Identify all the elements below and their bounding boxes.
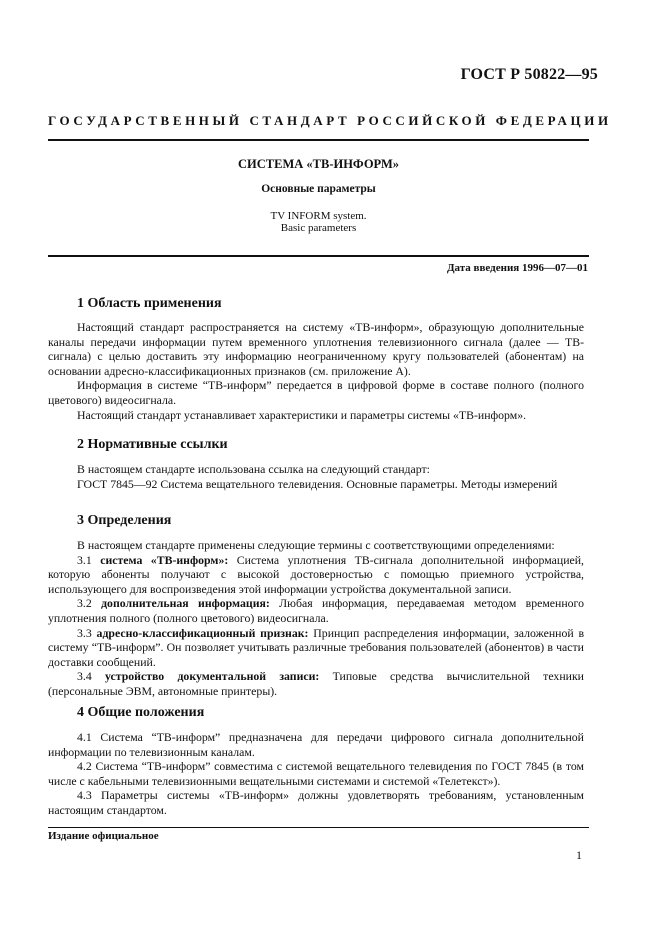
english-title xyxy=(48,210,589,234)
section-1-body xyxy=(48,320,584,422)
section-4-paragraph-1: 4.1 Система “ТВ-информ” предназначена для передачи цифрового сигнала дополнительной информации по телевизионным каналам. xyxy=(48,730,584,759)
section-2-heading: 2 Нормативные ссылки xyxy=(77,437,228,452)
document-subtitle: Основные параметры xyxy=(261,183,376,195)
section-4-heading: 4 Общие положения xyxy=(77,705,205,720)
definition-number: 3.2 xyxy=(77,596,92,611)
section-3-heading: 3 Определения xyxy=(77,513,172,528)
state-standard-title: ГОСУДАРСТВЕННЫЙ СТАНДАРТ РОССИЙСКОЙ ФЕДЕРАЦИИ xyxy=(48,113,612,128)
definition-text: Типовые средства вычислительной техники (персональные ЭВМ, автономные принтеры). xyxy=(48,669,584,698)
definition-term: адресно-классификационный признак: xyxy=(96,625,309,640)
section-1-paragraph-2: Информация в системе “ТВ-информ” передается в цифровой форме в составе полного (полного цветового) видеосигнала. xyxy=(48,378,584,407)
introduction-date: Дата введения 1996—07—01 xyxy=(446,262,588,274)
definition-3-3 xyxy=(48,626,584,670)
english-title-line-1: TV INFORM system. xyxy=(270,210,367,222)
section-2-reference: ГОСТ 7845—92 Система вещательного телевидения. Основные параметры. Методы измерений xyxy=(77,476,558,491)
definition-3-2 xyxy=(48,596,584,625)
section-4-paragraph-2: 4.2 Система “ТВ-информ” совместима с системой вещательного телевидения по ГОСТ 7845 (в том числе с кабельными телевизионными вещательными системами и системой «Телетекст»). xyxy=(48,759,584,788)
definition-text: Любая информация, передаваемая методом временного уплотнения полного (полного цветового) видеосигнала. xyxy=(48,596,585,625)
definition-text: Система уплотнения ТВ-сигнала дополнительной информацией, которую абоненты получают с высокой достоверностью с помощью приемного устройства, использующего для воспроизведения этой информации устройства документальной записи. xyxy=(48,552,585,596)
definition-term: система «ТВ-информ»: xyxy=(100,552,229,567)
section-2-body xyxy=(48,462,584,491)
section-2-paragraph-1: В настоящем стандарте использована ссылка на следующий стандарт: xyxy=(77,462,430,476)
definition-number: 3.4 xyxy=(77,669,92,684)
definition-term: устройство документальной записи: xyxy=(105,669,320,684)
section-1-heading: 1 Область применения xyxy=(77,296,222,311)
section-4-paragraph-3: 4.3 Параметры системы «ТВ-информ» должны удовлетворять требованиям, установленным настоящим стандартом. xyxy=(48,788,584,817)
section-3-intro: В настоящем стандарте применены следующие термины с соответствующими определениями: xyxy=(77,538,555,552)
section-3-body xyxy=(48,538,584,699)
footer-divider xyxy=(48,827,589,828)
definition-3-4 xyxy=(48,669,584,698)
section-1-paragraph-1: Настоящий стандарт распространяется на систему «ТВ-информ», образующую дополнительные каналы передачи информации путем временного уплотнения телевизионного сигнала (далее — ТВ-сигнала) с целью доставить эту информацию неограниченному кругу пользователей (абонентам) на основании адресно-классификационных признаков (см. приложение А). xyxy=(48,320,584,378)
section-4-body xyxy=(48,730,584,818)
definition-text: Принцип распределения информации, заложенной в систему “ТВ-информ”. Он позволяет учитывать различные требования пользователей (абонентов) в части доставки сообщений. xyxy=(48,625,585,669)
definition-term: дополнительная информация: xyxy=(101,596,270,611)
page-number: 1 xyxy=(576,848,582,862)
english-title-line-2: Basic parameters xyxy=(280,222,357,234)
document-number: ГОСТ Р 50822—95 xyxy=(460,66,598,83)
title-divider xyxy=(48,255,589,257)
edition-label: Издание официальное xyxy=(48,830,159,842)
document-title: СИСТЕМА «ТВ-ИНФОРМ» xyxy=(238,157,399,171)
definition-number: 3.3 xyxy=(77,625,92,640)
top-divider xyxy=(48,139,589,141)
section-1-paragraph-3: Настоящий стандарт устанавливает характеристики и параметры системы «ТВ-информ». xyxy=(77,407,527,422)
definition-number: 3.1 xyxy=(77,552,92,567)
definition-3-1 xyxy=(48,553,584,597)
